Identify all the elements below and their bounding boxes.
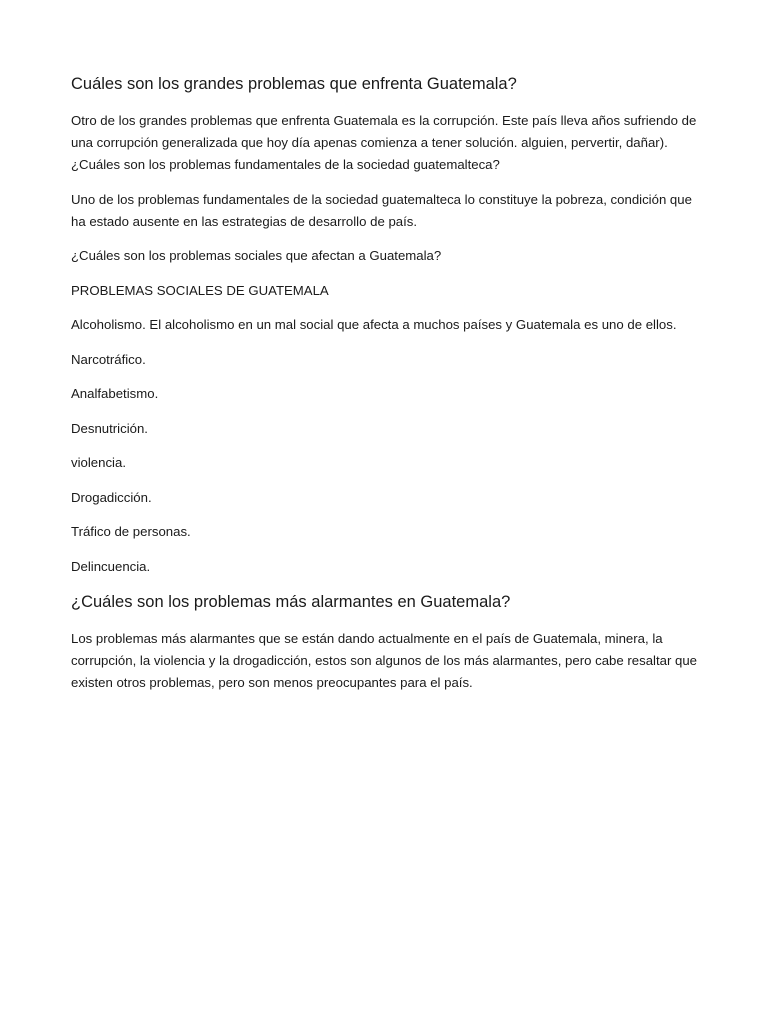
list-item-analfabetismo: Analfabetismo. [71,386,159,401]
paragraph-alcoholism: Alcoholismo. El alcoholismo en un mal social que afecta a muchos países y Guatemala es uno de ellos. [71,317,677,332]
paragraph-poverty: Uno de los problemas fundamentales de la sociedad guatemalteca lo constituye la pobreza, condición que ha estado ausente en las estrategias de desarrollo de país. [71,191,692,229]
list-item-violencia: violencia. [71,455,126,470]
list-item-trafico-personas: Tráfico de personas. [71,524,191,539]
heading-main-question: Cuáles son los grandes problemas que enfrenta Guatemala? [71,75,517,93]
heading-alarming-problems: ¿Cuáles son los problemas más alarmantes en Guatemala? [71,593,511,611]
list-item-delincuencia: Delincuencia. [71,558,151,574]
document-body [71,72,701,707]
list-item-drogadiccion: Drogadicción. [71,489,152,505]
list-item-narcotrafico: Narcotráfico. [71,351,146,367]
list-item-desnutricion: Desnutrición. [71,420,148,436]
paragraph-social-problems-title: PROBLEMAS SOCIALES DE GUATEMALA [71,282,329,298]
paragraph-corruption: Otro de los grandes problemas que enfrenta Guatemala es la corrupción. Este país lleva años sufriendo de una corrupción generalizada que hoy día apenas comienza a tener solución. alguien, pervertir, dañar).¿Cuáles son los problemas fundamentales de la sociedad guatemalteca? [71,113,697,172]
paragraph-social-question: ¿Cuáles son los problemas sociales que afectan a Guatemala? [71,248,442,263]
paragraph-alarming-problems: Los problemas más alarmantes que se están dando actualmente en el país de Guatemala, minera, la corrupción, la violencia y la drogadicción, estos son algunos de los más alarmantes, pero cabe resaltar que existen otros problemas, pero son menos preocupantes para el país. [71,631,698,690]
